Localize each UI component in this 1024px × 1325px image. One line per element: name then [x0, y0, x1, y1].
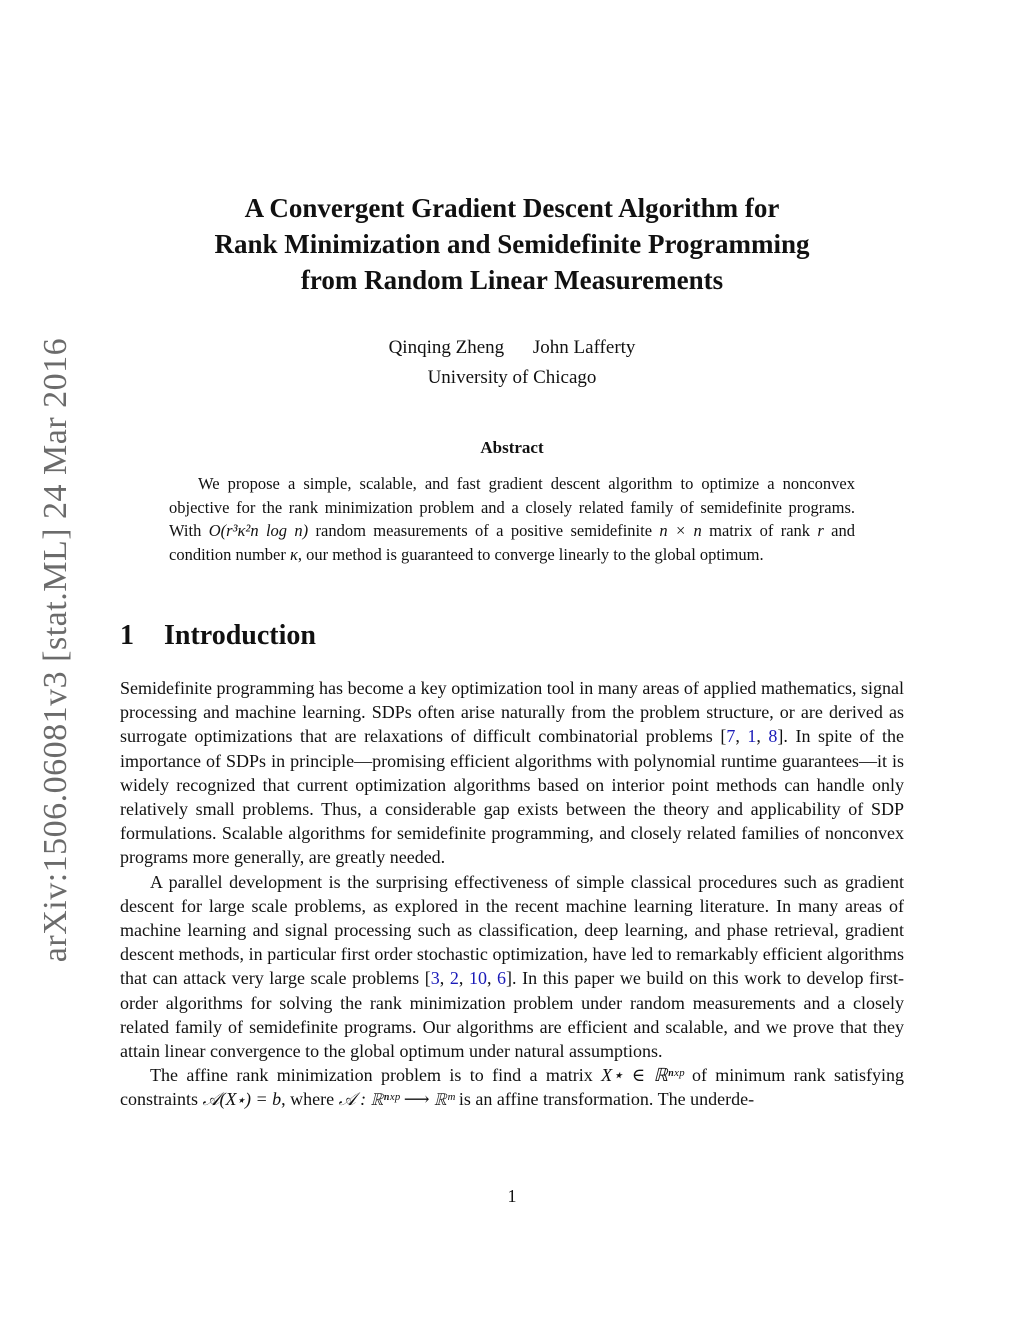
separator: ,: [458, 968, 469, 989]
math-affine-map: 𝒜 : ℝⁿˣᵖ ⟶ ℝᵐ: [338, 1089, 455, 1110]
author-1: Qinqing Zheng: [388, 337, 505, 358]
abstract-body: [169, 472, 855, 566]
paragraph-text: ]. In spite of the importance of SDPs in principle—promising efficient algorithms with polynomial runtime guarantees—it is widely recognized that current optimization algorithms based on interior point methods can handle only relatively small problems. Thus, a considerable gap exists between the theory and applicability of SDP formulations. Scalable algorithms for semidefinite programming, and closely related families of nonconvex programs more generally, are greatly needed.: [120, 726, 905, 868]
paragraph-text: of minimum rank satisfying constraints: [120, 1065, 904, 1110]
section-number: 1: [120, 620, 134, 651]
abstract-paragraph: [169, 472, 855, 566]
paragraph-text: Semidefinite programming has become a key optimization tool in many areas of applied mathematics, signal processing and machine learning. SDPs often arise naturally from the problem structure, or are derived as surrogate optimizations that are relaxations of difficult combinatorial problems [: [120, 678, 904, 747]
math-constraint: 𝒜(X⋆) = b: [202, 1089, 282, 1110]
paragraph-1: [120, 676, 904, 870]
affiliation: University of Chicago: [427, 367, 597, 388]
math-x-star: X⋆ ∈ ℝⁿˣᵖ: [601, 1065, 684, 1086]
separator: ,: [486, 968, 498, 989]
body-text: [120, 676, 904, 1112]
section-heading: [120, 620, 316, 652]
paragraph-text: , where: [281, 1089, 339, 1110]
separator: ,: [756, 726, 769, 747]
abstract-text: matrix of rank: [701, 521, 818, 540]
title-line-1: A Convergent Gradient Descent Algorithm for: [244, 193, 780, 223]
title-line-3: from Random Linear Measurements: [300, 265, 724, 295]
arxiv-stamp: arXiv:1506.06081v3 [stat.ML] 24 Mar 2016: [37, 337, 74, 963]
citation-link[interactable]: 3: [430, 968, 440, 989]
citation-link[interactable]: 2: [449, 968, 459, 989]
page-number: 1: [507, 1186, 517, 1206]
abstract-text: We propose a simple, scalable, and fast gradient descent algorithm to optimize a nonconvex objective for the rank minimization problem and a closely related family of semidefinite programs. With: [169, 474, 855, 540]
paper-title: [120, 190, 904, 298]
citation-link[interactable]: 8: [768, 726, 778, 747]
paragraph-text: is an affine transformation. The underde-: [454, 1089, 755, 1110]
citation-link[interactable]: 10: [468, 968, 487, 989]
citation-link[interactable]: 7: [726, 726, 736, 747]
paragraph-3: [120, 1063, 904, 1111]
paragraph-text: A parallel development is the surprising effectiveness of simple classical procedures such as gradient descent for large scale problems, as explored in the recent machine learning literature. In many areas of machine learning and signal processing such as classification, deep learning, and phase retrieval, gradient descent methods, in particular first order stochastic optimization, have led to remarkably efficient algorithms that can attack very large scale problems [: [120, 871, 904, 989]
paragraph-text: The affine rank minimization problem is to find a matrix: [150, 1065, 602, 1086]
paragraph-2: [120, 870, 904, 1064]
author-2: John Lafferty: [532, 337, 636, 358]
math-measurements: O(r³κ²n log n): [208, 521, 309, 540]
title-line-2: Rank Minimization and Semidefinite Programming: [214, 229, 810, 259]
section-title: Introduction: [164, 620, 316, 651]
paragraph-text: ]. In this paper we build on this work to develop first-order algorithms for solving the rank minimization problem under random measurements and a closely related family of semidefinite programs. Our algorithms are efficient and scalable, and we prove that they attain linear convergence to the global optimum under natural assumptions.: [120, 968, 905, 1062]
math-condition-number: κ: [289, 544, 298, 564]
citation-link[interactable]: 6: [497, 968, 507, 989]
abstract-text: and condition number: [169, 521, 856, 564]
citation-link[interactable]: 1: [747, 726, 757, 747]
math-rank: r: [817, 521, 824, 540]
abstract-heading: Abstract: [480, 438, 544, 457]
math-matrix-size: n × n: [659, 521, 702, 540]
author-names: [120, 333, 904, 363]
author-block: [120, 333, 904, 393]
abstract-text: , our method is guaranteed to converge linearly to the global optimum.: [297, 544, 764, 564]
separator: ,: [439, 968, 450, 989]
separator: ,: [735, 726, 748, 747]
abstract-text: random measurements of a positive semidefinite: [308, 521, 660, 540]
